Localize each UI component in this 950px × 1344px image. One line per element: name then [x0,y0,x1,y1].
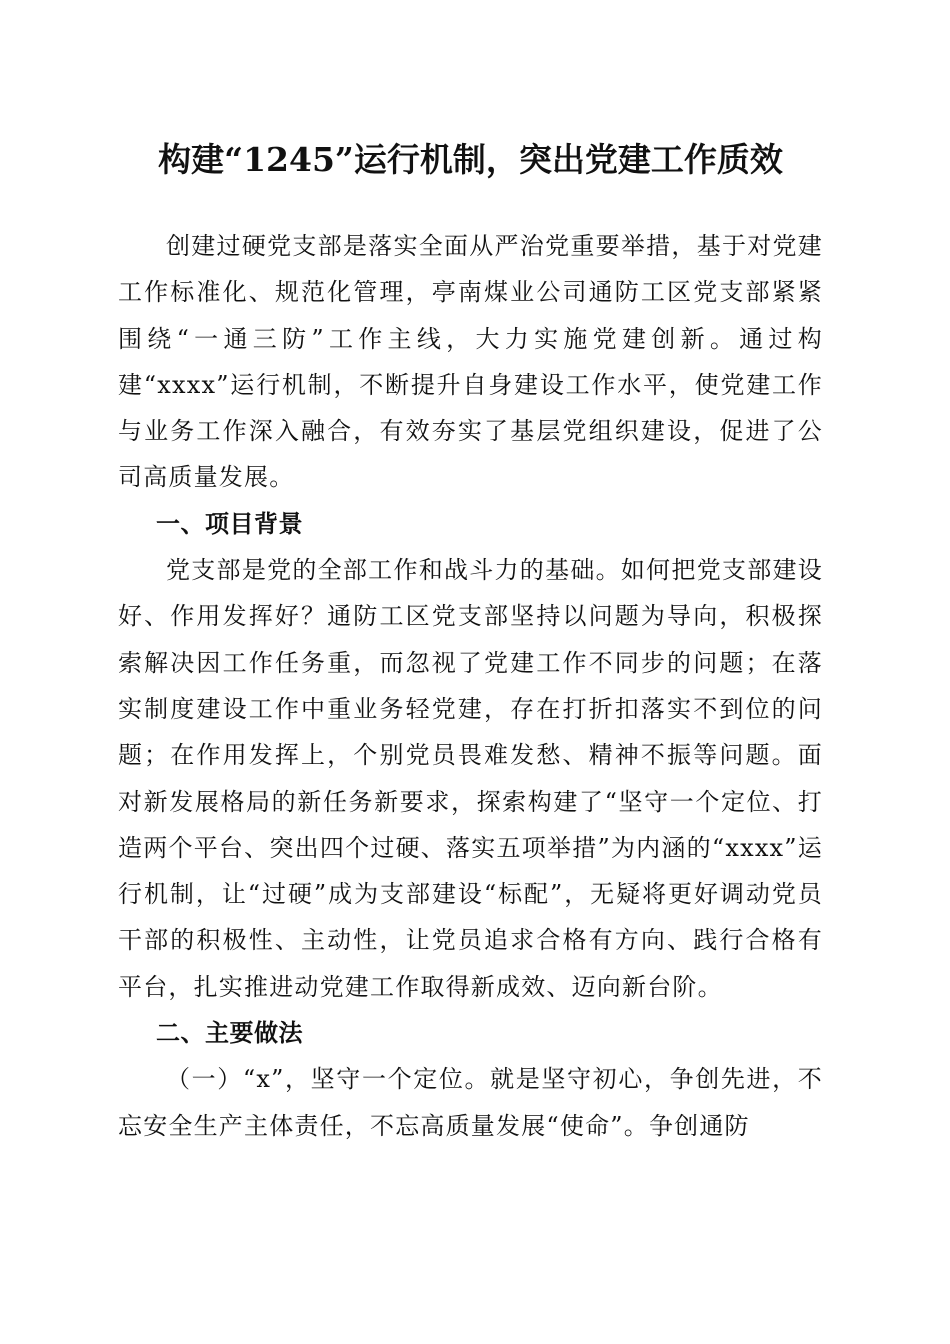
document-title: 构建“1245”运行机制，突出党建工作质效 [158,140,783,179]
main-practices-paragraph: （一）“x”，坚守一个定位。就是坚守初心，争创先进，不忘安全生产主体责任，不忘高质量发展“使命”。争创通防 [118,1065,823,1140]
intro-paragraph: 创建过硬党支部是落实全面从严治党重要举措，基于对党建工作标准化、规范化管理，亭南煤业公司通防工区党支部紧紧围绕“一通三防”工作主线，大力实施党建创新。通过构建“xxxx”运行机制，不断提升自身建设工作水平，使党建工作与业务工作深入融合，有效夯实了基层党组织建设，促进了公司高质量发展。 [118,232,823,492]
background-paragraph: 党支部是党的全部工作和战斗力的基础。如何把党支部建设好、作用发挥好？通防工区党支部坚持以问题为导向，积极探索解决因工作任务重，而忽视了党建工作不同步的问题；在落实制度建设工作中重业务轻党建，存在打折扣落实不到位的问题；在作用发挥上，个别党员畏难发愁、精神不振等问题。面对新发展格局的新任务新要求，探索构建了“坚守一个定位、打造两个平台、突出四个过硬、落实五项举措”为内涵的“xxxx”运行机制，让“过硬”成为支部建设“标配”，无疑将更好调动党员干部的积极性、主动性，让党员追求合格有方向、践行合格有平台，扎实推进动党建工作取得新成效、迈向新台阶。 [118,556,823,1001]
section-heading-main-practices: 二、主要做法 [156,1019,303,1048]
document-body [118,223,823,1149]
section-heading-background: 一、项目背景 [156,509,303,538]
document-page [118,130,823,1149]
